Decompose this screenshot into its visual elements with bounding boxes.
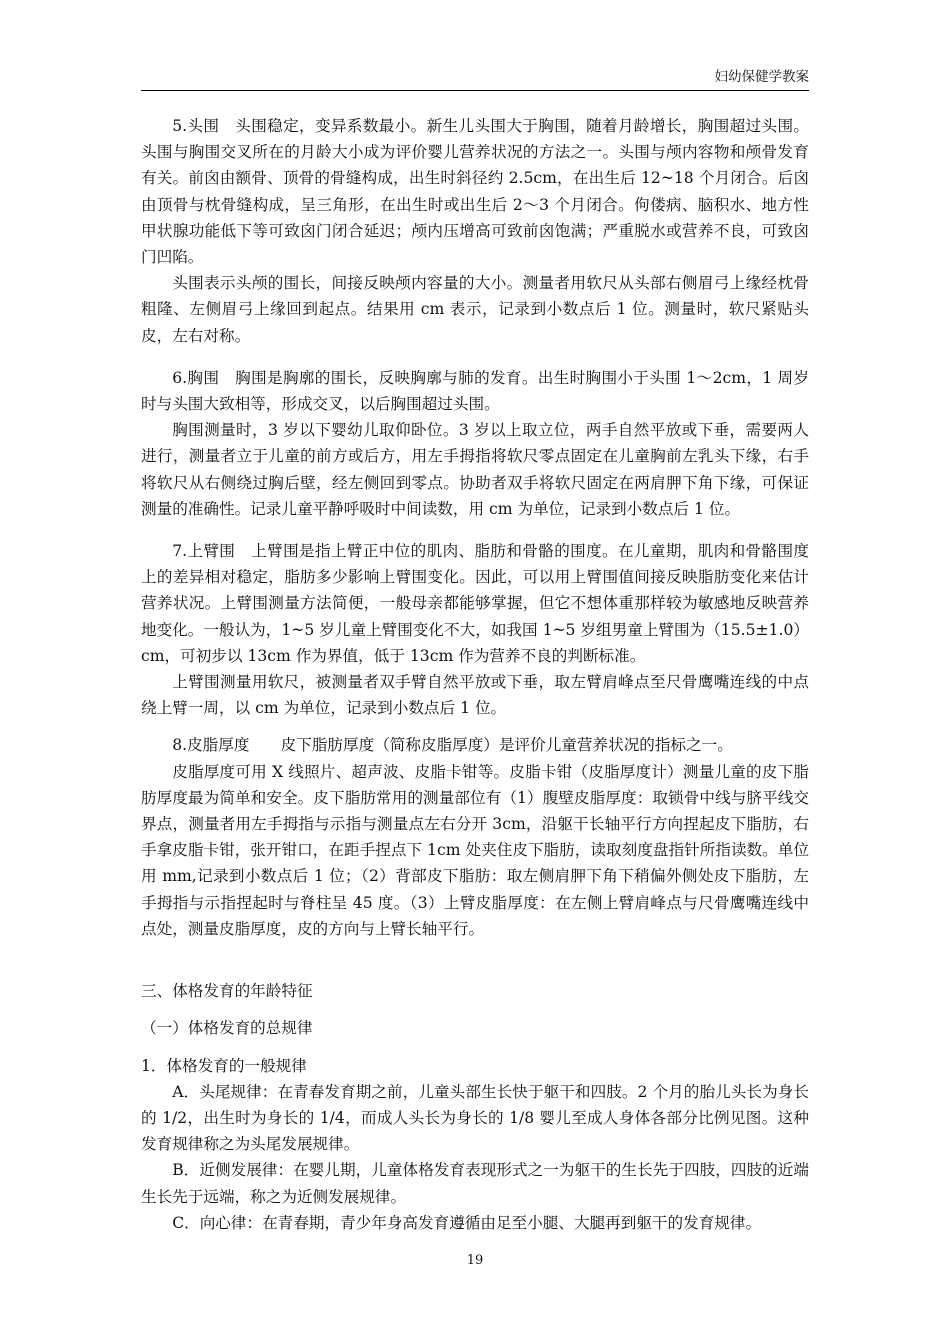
document-body	[141, 113, 809, 1236]
paragraph-upper-arm-measurement: 上臂围测量用软尺，被测量者双手臂自然平放或下垂，取左臂肩峰点至尺骨鹰嘴连线的中点绕上臂一周，以 cm 为单位，记录到小数点后 1 位。	[141, 673, 809, 718]
paragraph-head-measurement: 头围表示头颅的围长，间接反映颅内容量的大小。测量者用软尺从头部右侧眉弓上缘经枕骨粗隆、左侧眉弓上缘回到起点。结果用 cm 表示，记录到小数点后 1 位。测量时，软尺紧贴头皮，左右对称。	[141, 274, 809, 345]
paragraph-upper-arm-circumference: 7.上臂围 上臂围是指上臂正中位的肌肉、脂肪和骨骼的围度。在儿童期，肌肉和骨骼围度上的差异相对稳定，脂肪多少影响上臂围变化。因此，可以用上臂围值间接反映脂肪变化来估计营养状况。上臂围测量方法简便，一般母亲都能够掌握，但它不想体重那样较为敏感地反映营养地变化。一般认为，1~5 岁儿童上臂围变化不大，如我国 1~5 岁组男童上臂围为（15.5±1.0）cm，可初步以 13cm 作为界值，低于 13cm 作为营养不良的判断标准。	[141, 542, 809, 665]
paragraph-skinfold-measurement: 皮脂厚度可用 X 线照片、超声波、皮脂卡钳等。皮脂卡钳（皮脂厚度计）测量儿童的皮下脂肪厚度最为简单和安全。皮下脂肪常用的测量部位有（1）腹壁皮脂厚度：取锁骨中线与脐平线交界点，测量者用左手拇指与示指与测量点左右分开 3cm，沿躯干长轴平行方向捏起皮下脂肪，右手拿皮脂卡钳，张开钳口，在距手捏点下 1cm 处夹住皮下脂肪，读取刻度盘指针所指读数。单位用 mm,记录到小数点后 1 位；（2）背部皮下脂肪：取左侧肩胛下角下稍偏外侧处皮下脂肪，左手拇指与示指捏起时与脊柱呈 45 度。（3）上臂皮脂厚度：在左侧上臂肩峰点与尺骨鹰嘴连线中点处，测量皮脂厚度，皮的方向与上臂长轴平行。	[141, 762, 809, 938]
header-title: 妇幼保健学教案	[714, 69, 809, 85]
paragraph-cephalocaudal-law: A．头尾规律：在青春发育期之前，儿童头部生长快于躯干和四肢。2 个月的胎儿头长为身长的 1/2，出生时为身长的 1/4，而成人头长为身长的 1/8 婴儿至成人身体各部分比例见图。这种发育规律称之为头尾发展规律。	[141, 1082, 809, 1154]
item-heading: 1．体格发育的一般规律	[141, 1056, 307, 1075]
paragraph-proximodistal-law: B．近侧发展律：在婴儿期，儿童体格发育表现形式之一为躯干的生长先于四肢，四肢的近端生长先于远端，称之为近侧发展规律。	[141, 1161, 809, 1206]
paragraph-head-circumference: 5.头围 头围稳定，变异系数最小。新生儿头围大于胸围，随着月龄增长，胸围超过头围。头围与胸围交叉所在的月龄大小成为评价婴儿营养状况的方法之一。头围与颅内容物和颅骨发育有关。前囟由额骨、顶骨的骨缝构成，出生时斜径约 2.5cm，在出生后 12~18 个月闭合。后囟由顶骨与枕骨缝构成，呈三角形，在出生时或出生后 2～3 个月闭合。佝偻病、脑积水、地方性甲状腺功能低下等可致囟门闭合延迟；颅内压增高可致前囟饱满；严重脱水或营养不良，可致囟门凹陷。	[141, 117, 809, 267]
paragraph-skinfold-thickness: 8.皮脂厚度 皮下脂肪厚度（简称皮脂厚度）是评价儿童营养状况的指标之一。	[172, 736, 733, 755]
paragraph-chest-measurement: 胸围测量时，3 岁以下婴幼儿取仰卧位。3 岁以上取立位，两手自然平放或下垂，需要两人进行，测量者立于儿童的前方或后方，用左手拇指将软尺零点固定在儿童胸前左乳头下缘，右手将软尺从右侧绕过胸后壁，经左侧回到零点。协助者双手将软尺固定在两肩胛下角下缘，可保证测量的准确性。记录儿童平静呼吸时中间读数，用 cm 为单位，记录到小数点后 1 位。	[141, 421, 809, 518]
paragraph-centripetal-law: C．向心律：在青春期，青少年身高发育遵循由足至小腿、大腿再到躯干的发育规律。	[172, 1213, 762, 1232]
page-header	[141, 68, 809, 91]
paragraph-chest-circumference: 6.胸围 胸围是胸廓的围长，反映胸廓与肺的发育。出生时胸围小于头围 1～2cm，1 周岁时与头围大致相等，形成交叉，以后胸围超过头围。	[141, 368, 809, 414]
page-number: 19	[466, 1253, 484, 1268]
section-heading: 三、体格发育的年龄特征	[141, 982, 313, 1001]
subsection-heading: （一）体格发育的总规律	[141, 1019, 313, 1038]
